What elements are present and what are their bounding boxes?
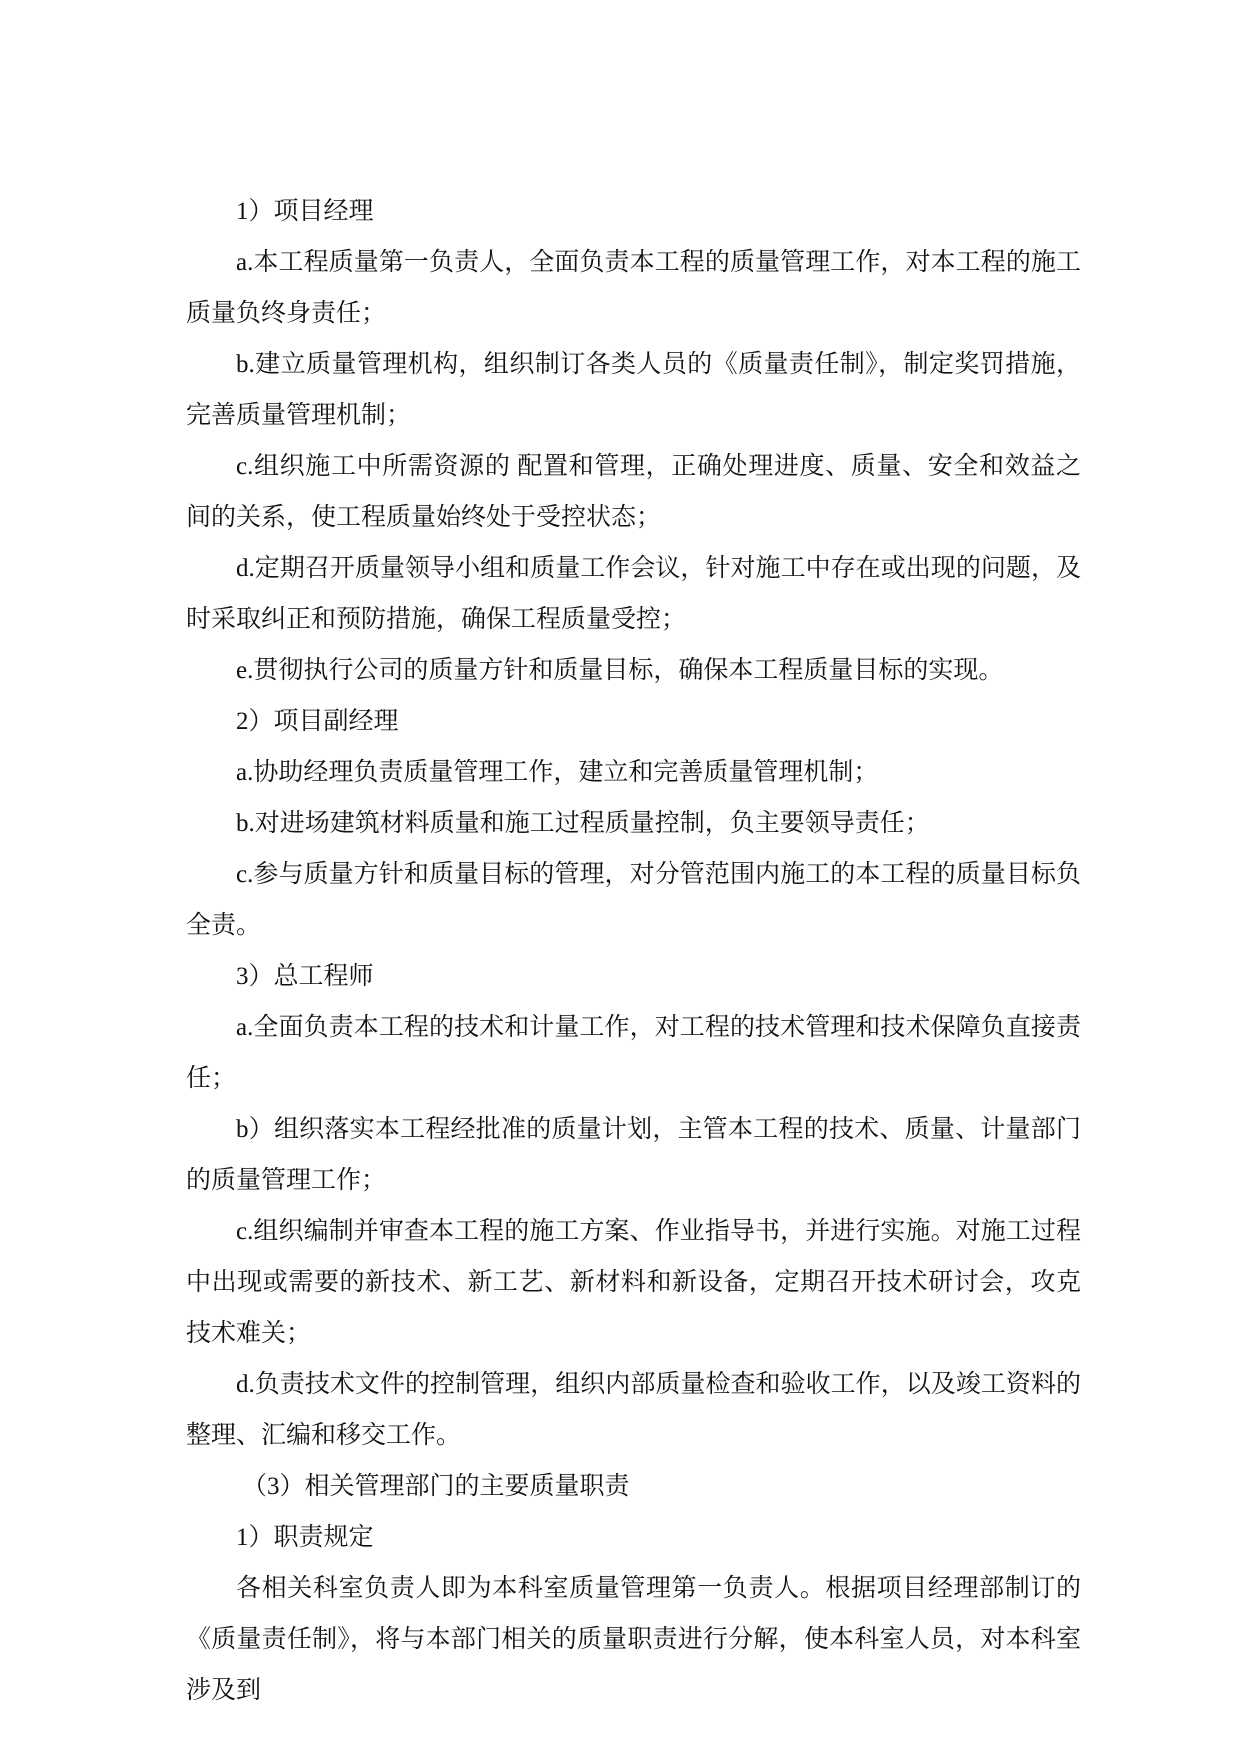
paragraph-duty-rules: 各相关科室负责人即为本科室质量管理第一负责人。根据项目经理部制订的《质量责任制》，将与本部门相关的质量职责进行分解，使本科室人员，对本科室涉及到: [186, 1575, 1081, 1704]
paragraph-chief-b: b）组织落实本工程经批准的质量计划，主管本工程的技术、质量、计量部门的质量管理工作；: [186, 1116, 1081, 1194]
paragraph-pm-b: b.建立质量管理机构，组织制订各类人员的《质量责任制》，制定奖罚措施，完善质量管理机制；: [186, 351, 1081, 429]
paragraph-pm-d: d.定期召开质量领导小组和质量工作会议，针对施工中存在或出现的问题，及时采取纠正和预防措施，确保工程质量受控；: [186, 555, 1081, 633]
paragraph-deputy-b: b.对进场建筑材料质量和施工过程质量控制，负主要领导责任；: [236, 810, 930, 837]
paragraph-pm-c: c.组织施工中所需资源的 配置和管理，正确处理进度、质量、安全和效益之间的关系，使工程质量始终处于受控状态；: [186, 453, 1081, 531]
heading-deputy-manager: 2）项目副经理: [236, 708, 399, 735]
paragraph-pm-a: a.本工程质量第一负责人，全面负责本工程的质量管理工作，对本工程的施工质量负终身责任；: [186, 249, 1081, 327]
paragraph-pm-e: e.贯彻执行公司的质量方针和质量目标，确保本工程质量目标的实现。: [236, 657, 1004, 684]
heading-duty-rules: 1）职责规定: [236, 1524, 374, 1551]
paragraph-deputy-c: c.参与质量方针和质量目标的管理，对分管范围内施工的本工程的质量目标负全责。: [186, 861, 1081, 939]
paragraph-chief-c: c.组织编制并审查本工程的施工方案、作业指导书，并进行实施。对施工过程中出现或需要的新技术、新工艺、新材料和新设备，定期召开技术研讨会，攻克技术难关；: [186, 1218, 1081, 1347]
heading-chief-engineer: 3）总工程师: [236, 963, 374, 990]
heading-departments: （3）相关管理部门的主要质量职责: [242, 1473, 630, 1500]
document-body: [186, 186, 1081, 1716]
paragraph-chief-d: d.负责技术文件的控制管理，组织内部质量检查和验收工作，以及竣工资料的整理、汇编和移交工作。: [186, 1371, 1081, 1449]
paragraph-deputy-a: a.协助经理负责质量管理工作，建立和完善质量管理机制；: [236, 759, 879, 786]
heading-project-manager: 1）项目经理: [236, 198, 374, 225]
paragraph-chief-a: a.全面负责本工程的技术和计量工作，对工程的技术管理和技术保障负直接责任；: [186, 1014, 1081, 1092]
